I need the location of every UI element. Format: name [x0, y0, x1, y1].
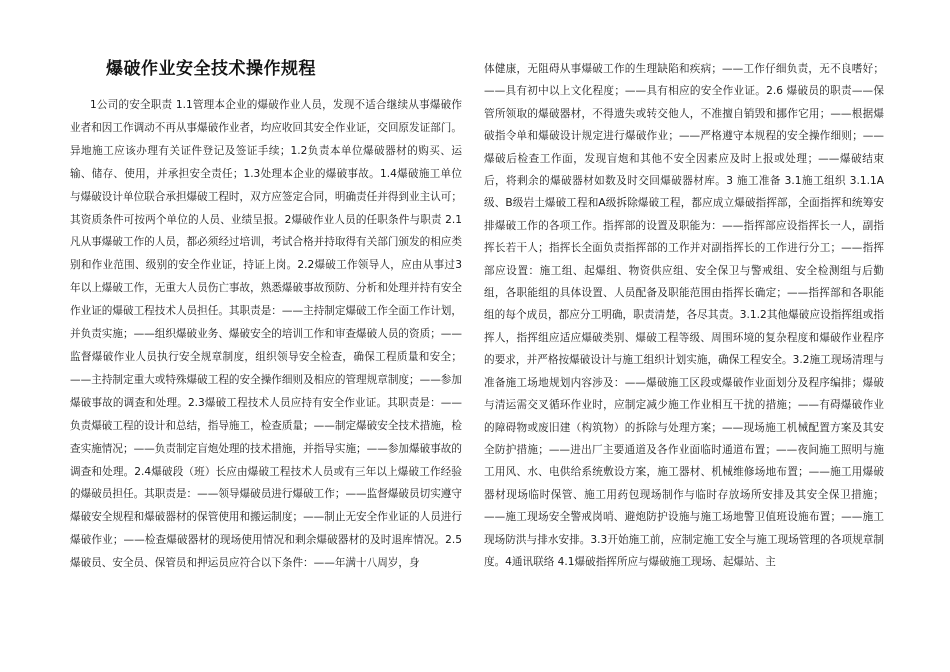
right-column-paragraph: 体健康，无阻碍从事爆破工作的生理缺陷和疾病；——工作仔细负责，无不良嗜好；——具有初中以上文化程度；——具有相应的安全作业证。2.6 爆破员的职责——保管所领取的爆破器材，不得遗失或转交他人，不准擅自销毁和挪作它用；——根据爆破指令单和爆破设计规定进行爆破作业；——严格遵守本规程的安全操作细则；——爆破后检查工作面，发现盲炮和其他不安全因素应及时上报或处理；——爆破结束后，将剩余的爆破器材如数及时交回爆破器材库。3 施工准备 3.1施工组织 3.1.1A级、B级岩土爆破工程和A级拆除爆破工程，都应成立爆破指挥部，全面指挥和统筹安排爆破工作的各项工作。指挥部的设置及职能为：——指挥部应设指挥长一人，副指挥长若干人；指挥长全面负责指挥部的工作并对副指挥长的工作进行分工；——指挥部应设置：施工组、起爆组、物资供应组、安全保卫与警戒组、安全检测组与后勤组，各职能组的具体设置、人员配备及职能范围由指挥长确定；——指挥部和各职能组的每个成员，都应分工明确，职责清楚，各尽其责。3.1.2其他爆破应设指挥组或指挥人，指挥组应适应爆破类别、爆破工程等级、周围环境的复杂程度和爆破作业程序的要求，并严格按爆破设计与施工组织计划实施，确保工程安全。3.2施工现场清理与准备施工场地规划内容涉及：——爆破施工区段或爆破作业面划分及程序编排；爆破与清运需交叉循环作业时，应制定减少施工作业相互干扰的措施；——有碍爆破作业的障碍物或废旧建（构筑物）的拆除与处理方案；——现场施工机械配置方案及其安全防护措施；——进出厂主要通道及各作业面临时通道布置；——夜间施工照明与施工用风、水、电供给系统敷设方案，施工器材、机械维修场地布置；——施工用爆破器材现场临时保管、施工用药包现场制作与临时存放场所安排及其安全保卫措施；——施工现场安全警戒岗哨、避炮防护设施与施工场地警卫值班设施布置；——施工现场防洪与排水安排。3.3开始施工前，应制定施工安全与施工现场管理的各项规章制度。4通讯联络 4.1爆破指挥所应与爆破施工现场、起爆站、主: [484, 63, 884, 568]
right-column: [484, 58, 884, 573]
document-title: 爆破作业安全技术操作规程: [106, 59, 316, 79]
left-column: [70, 58, 462, 575]
left-column-paragraph: 1公司的安全职责 1.1管理本企业的爆破作业人员，发现不适合继续从事爆破作业者和因工作调动不再从事爆破作业者，均应收回其安全作业证，交回原发证部门。异地施工应该办理有关证件登记及签证手续；1.2负责本单位爆破器材的购买、运输、储存、使用，并承担安全责任；1.3处理本企业的爆破事故。1.4爆破施工单位与爆破设计单位联合承担爆破工程时，双方应签定合同，明确责任并得到业主认可；其资质条件可按两个单位的人员、业绩呈报。2爆破作业人员的任职条件与职责 2.1凡从事爆破工作的人员，都必须经过培训，考试合格并持取得有关部门颁发的相应类别和作业范围、级别的安全作业证，持证上岗。2.2爆破工作领导人，应由从事过3年以上爆破工作，无重大人员伤亡事故，熟悉爆破事故预防、分析和处理并持有安全作业证的爆破工程技术人员担任。其职责是：——主持制定爆破工作全面工作计划，并负责实施；——组织爆破业务、爆破安全的培训工作和审查爆破人员的资质；——监督爆破作业人员执行安全规章制度，组织领导安全检查，确保工程质量和安全；——主持制定重大或特殊爆破工程的安全操作细则及相应的管理规章制度；——参加爆破事故的调查和处理。2.3爆破工程技术人员应持有安全作业证。其职责是：——负责爆破工程的设计和总结，指导施工，检查质量；——制定爆破安全技术措施，检查实施情况；——负责制定盲炮处理的技术措施，并指导实施；——参加爆破事故的调查和处理。2.4爆破段（班）长应由爆破工程技术人员或有三年以上爆破工作经验的爆破员担任。其职责是：——领导爆破员进行爆破工作；——监督爆破员切实遵守爆破安全规程和爆破器材的保管使用和搬运制度；——制止无安全作业证的人员进行爆破作业；——检查爆破器材的现场使用情况和剩余爆破器材的及时退库情况。2.5爆破员、安全员、保管员和押运员应符合以下条件：——年满十八周岁，身: [70, 99, 462, 570]
